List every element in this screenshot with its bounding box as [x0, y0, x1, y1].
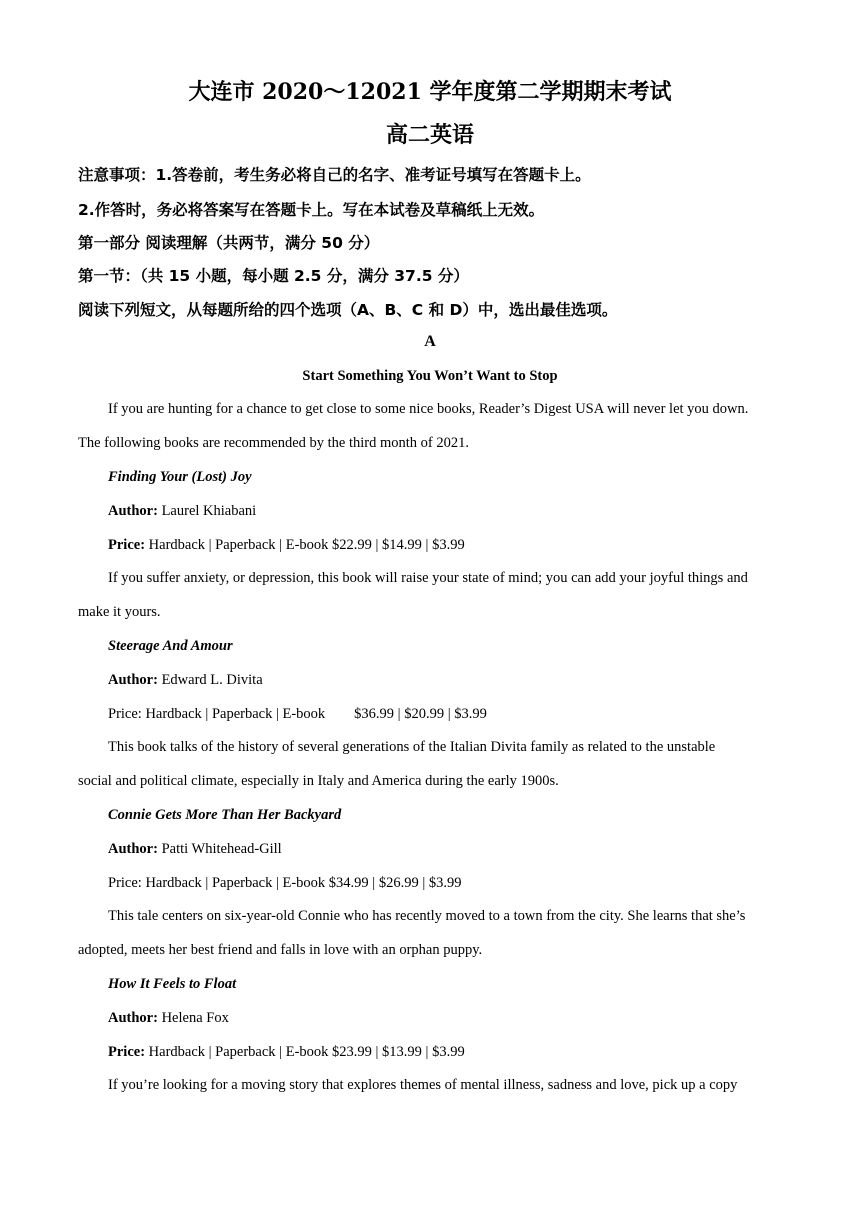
book-price: [108, 1044, 465, 1061]
book-description-line-1: If you’re looking for a moving story that explores themes of mental illness, sadness and love, pick up a copy: [108, 1077, 738, 1093]
book-description-line-1: This book talks of the history of several generations of the Italian Divita family as related to the unstable: [108, 739, 716, 755]
book-description-line-1: This tale centers on six-year-old Connie who has recently moved to a town from the city. She learns that she’s: [108, 908, 746, 924]
book-author: [108, 672, 263, 689]
author-name: Helena Fox: [161, 1010, 229, 1026]
price-value: Hardback | Paperback | E-book $22.99 | $14.99 | $3.99: [148, 537, 465, 553]
book-description-line-1: If you suffer anxiety, or depression, this book will raise your state of mind; you can add your joyful things and: [108, 570, 748, 586]
intro-paragraph-line-1: If you are hunting for a chance to get close to some nice books, Reader’s Digest USA will never let you down.: [108, 401, 749, 417]
book-title: Steerage And Amour: [108, 638, 233, 654]
author-name: Laurel Khiabani: [161, 503, 257, 519]
author-label: Author:: [108, 1010, 158, 1026]
book-title: Connie Gets More Than Her Backyard: [108, 807, 342, 823]
author-label: Author:: [108, 503, 158, 519]
exam-title: 大连市 2020～12021 学年度第二学期期末考试: [188, 79, 672, 105]
section-heading: 第一节：（共 15 小题，每小题 2.5 分，满分 37.5 分）: [78, 267, 469, 285]
book-description-line-2: social and political climate, especially in Italy and America during the early 1900s.: [78, 773, 559, 789]
price-label: Price:: [108, 1044, 146, 1060]
passage-heading: Start Something You Won’t Want to Stop: [302, 368, 558, 384]
book-author: [108, 1010, 229, 1027]
book-description-line-2: make it yours.: [78, 604, 161, 620]
author-label: Author:: [108, 672, 158, 688]
author-label: Author:: [108, 841, 158, 857]
passage-label: A: [424, 333, 436, 350]
book-title: How It Feels to Float: [108, 976, 237, 992]
book-author: [108, 503, 256, 520]
author-name: Patti Whitehead-Gill: [161, 841, 282, 857]
directions: 阅读下列短文，从每题所给的四个选项（A、B、C 和 D）中，选出最佳选项。: [78, 301, 618, 319]
exam-subject: 高二英语: [385, 122, 474, 148]
price-value: Hardback | Paperback | E-book $23.99 | $13.99 | $3.99: [148, 1044, 465, 1060]
intro-paragraph-line-2: The following books are recommended by the third month of 2021.: [78, 435, 470, 451]
book-price: [108, 537, 465, 554]
author-name: Edward L. Divita: [161, 672, 263, 688]
notice-line-1: 注意事项：1.答卷前，考生务必将自己的名字、准考证号填写在答题卡上。: [78, 166, 591, 184]
book-price: Price: Hardback | Paperback | E-book $36.99 | $20.99 | $3.99: [108, 706, 487, 722]
book-price: Price: Hardback | Paperback | E-book $34.99 | $26.99 | $3.99: [108, 875, 462, 891]
price-label: Price:: [108, 537, 146, 553]
part-heading: 第一部分 阅读理解（共两节，满分 50 分）: [78, 234, 380, 252]
book-title: Finding Your (Lost) Joy: [108, 469, 252, 485]
notice-line-2: 2.作答时，务必将答案写在答题卡上。写在本试卷及草稿纸上无效。: [78, 201, 545, 219]
book-author: [108, 841, 282, 858]
book-description-line-2: adopted, meets her best friend and falls in love with an orphan puppy.: [78, 942, 483, 958]
